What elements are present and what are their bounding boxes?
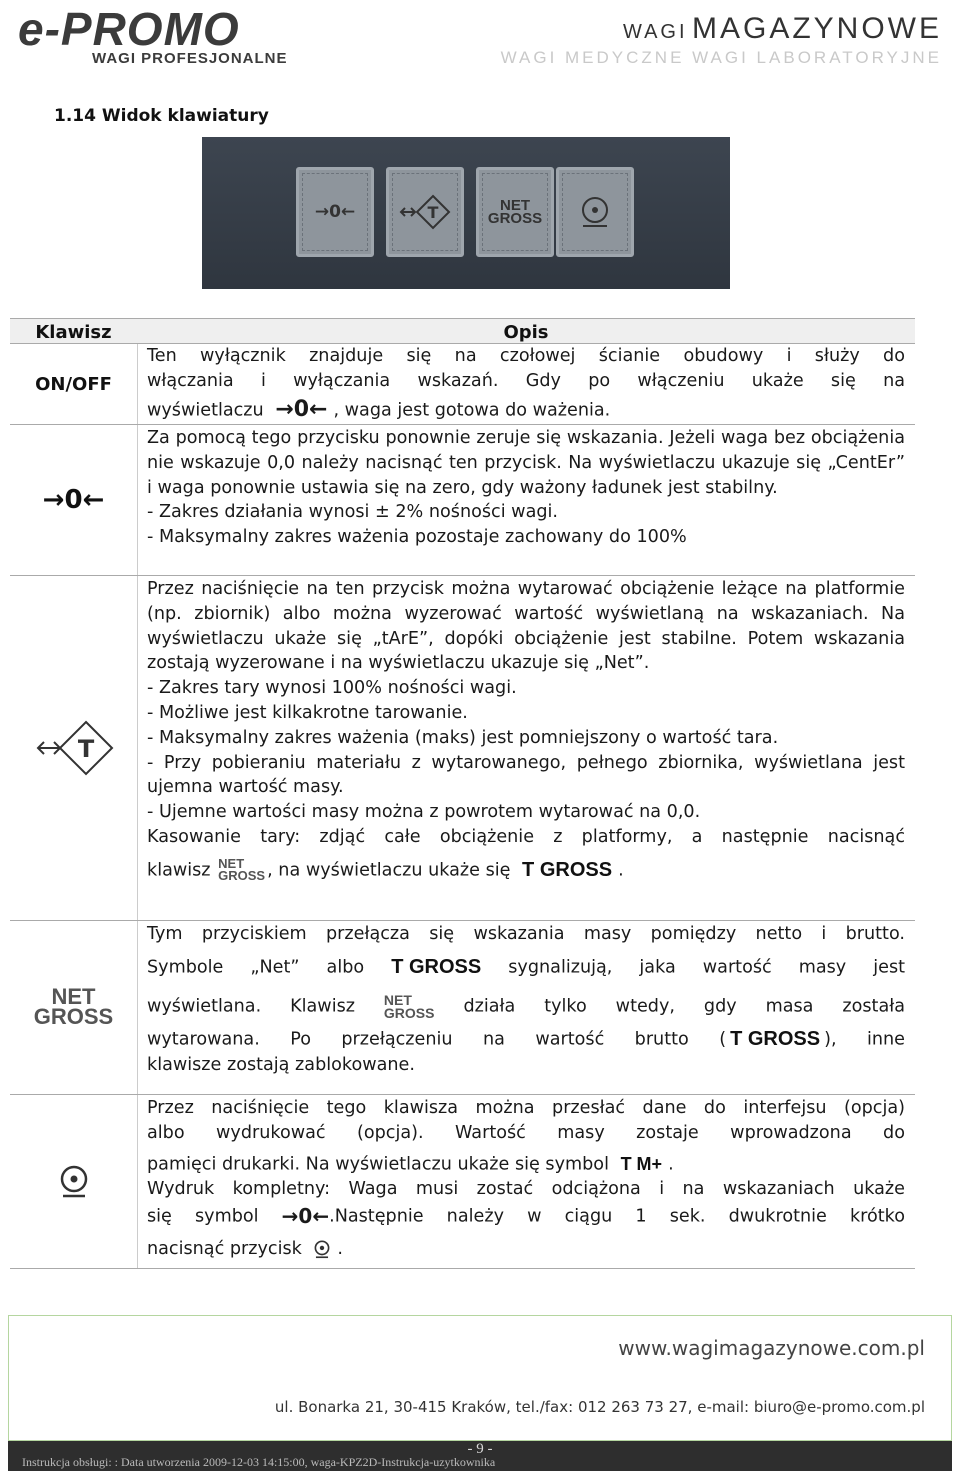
net-key-label: NET <box>51 984 96 1010</box>
desc-text: sygnalizują, jaka wartość masy jest <box>508 957 906 978</box>
footer-meta: Instrukcja obsługi: : Data utworzenia 2009-12-03 14:15:00, waga-KPZ2D-Instrukcja-uzytkownika <box>22 1455 496 1469</box>
desc-text: . <box>618 860 624 881</box>
gross-key-label: GROSS <box>33 1004 114 1029</box>
col-desc-header: Opis <box>503 322 549 343</box>
desc-line: Ten wyłącznik znajduje się na czołowej ścianie obudowy i służy do <box>147 346 905 366</box>
desc-tare <box>147 577 905 883</box>
net-label: NET <box>500 196 530 214</box>
photo-net-gross-key <box>476 167 554 257</box>
col-key-header: Klawisz <box>35 322 112 343</box>
desc-line: Kasowanie tary: zdjąć całe obciążenie z platformy, a następnie nacisnąć <box>147 826 905 847</box>
zero-symbol-icon: →0← <box>275 396 328 422</box>
desc-text: .Następnie należy w ciągu 1 sek. dwukrotnie krótko <box>329 1206 906 1226</box>
tgross-symbol-icon: T GROSS <box>730 1028 821 1051</box>
desc-line: Tym przyciskiem przełącza się wskazania masy pomiędzy netto i brutto. <box>147 924 905 944</box>
desc-bullet: - Zakres tary wynosi 100% nośności wagi. <box>147 678 517 699</box>
desc-text: , na wyświetlaczu ukaże się <box>267 860 511 881</box>
print-key-icon <box>54 1161 94 1201</box>
desc-text: klawisz <box>147 860 211 881</box>
table-header <box>10 318 915 344</box>
tare-letter: T <box>427 203 439 222</box>
desc-text: . <box>337 1238 344 1259</box>
tare-key-icon <box>34 716 114 780</box>
photo-tare-key <box>386 167 464 257</box>
desc-bullet: - Maksymalny zakres ważenia (maks) jest pomniejszony o wartość tara. <box>147 727 779 748</box>
desc-text: pamięci drukarki. Na wyświetlaczu ukaże się symbol <box>147 1154 609 1174</box>
desc-bullet: - Zakres działania wynosi ± 2% nośności wagi. <box>147 502 558 523</box>
key-zero <box>10 424 137 575</box>
desc-line: klawisze zostają zablokowane. <box>147 1054 415 1075</box>
logo-tagline: WAGI PROFESJONALNE <box>92 50 288 67</box>
slogan-small: WAGI <box>622 21 688 43</box>
desc-line: Wydruk kompletny: Waga musi zostać odciążona i na wskazaniach ukaże <box>147 1178 905 1199</box>
desc-bullet: - Maksymalny zakres ważenia pozostaje zachowany do 100% <box>147 527 687 548</box>
photo-print-key <box>556 167 634 257</box>
desc-text: wytarowana. Po przełączeniu na wartość brutto ( <box>147 1029 727 1050</box>
keyboard-photo <box>202 137 730 289</box>
photo-zero-key <box>296 167 374 257</box>
zero-symbol-icon: →0← <box>281 1203 330 1228</box>
footer-url[interactable]: www.wagimagazynowe.com.pl <box>618 1336 925 1360</box>
tare-icon <box>397 184 453 240</box>
desc-text: Za pomocą tego przycisku ponownie zeruje się wskazania. Jeżeli waga bez obciążenia nie wskazuje 0,0 należy nacisnąć ten przycisk. Na wyświetlaczu ukazuje się „CentEr” i waga ponownie ustawia się na zero, gdy ważony ładunek jest stabilny. <box>147 428 905 498</box>
zero-key-icon: →0← <box>42 484 105 515</box>
desc-bullet: - Możliwe jest kilkakrotne tarowanie. <box>147 702 468 723</box>
key-tare <box>10 575 137 920</box>
key-print <box>10 1094 137 1268</box>
desc-text: nacisnąć przycisk <box>147 1238 302 1259</box>
desc-bullet: - Przy pobieraniu materiału z wytarowanego, pełnego zbiornika, wyświetlana jest ujemna wartość masy. <box>147 752 905 798</box>
print-inline-icon <box>311 1238 333 1260</box>
footer-bar <box>8 1441 952 1471</box>
gross-label: GROSS <box>487 210 543 227</box>
net-label: NET <box>218 856 245 872</box>
print-icon <box>575 192 615 232</box>
desc-text: wyświetlana. Klawisz <box>147 996 355 1017</box>
desc-text: działa tylko wtedy, gdy masa została <box>463 996 906 1017</box>
company-logo <box>18 4 318 70</box>
onoff-label: ON/OFF <box>35 373 112 395</box>
desc-text: . <box>668 1154 674 1174</box>
key-onoff <box>10 344 137 424</box>
desc-text: ), inne <box>824 1029 905 1050</box>
desc-text: , waga jest gotowa do ważenia. <box>333 400 611 420</box>
desc-text: Symbole „Net” albo <box>147 957 365 978</box>
logo-main-text: e-PROMO <box>18 3 240 55</box>
section-title: 1.14 Widok klawiatury <box>54 106 269 126</box>
key-net-gross <box>10 920 137 1094</box>
desc-line: włączania i wyłączania wskazań. Gdy po włączeniu ukaże się na <box>147 370 905 391</box>
gross-label: GROSS <box>218 868 266 884</box>
tmplus-symbol-icon: T M+ <box>620 1153 663 1174</box>
desc-bullet: - Ujemne wartości masy można z powrotem wytarować na 0,0. <box>147 802 701 823</box>
tare-key-letter: T <box>77 734 94 763</box>
net-label: NET <box>383 992 412 1008</box>
desc-line: Przez naciśnięcie tego klawisza można przesłać dane do interfejsu (opcja) <box>147 1098 905 1118</box>
desc-text: wyświetlaczu <box>147 400 264 420</box>
desc-net-gross <box>147 922 905 1077</box>
tgross-symbol-icon: T GROSS <box>522 858 613 881</box>
zero-symbol-icon: →0← <box>314 202 356 222</box>
desc-zero <box>147 426 905 550</box>
footer-address: ul. Bonarka 21, 30-415 Kraków, tel./fax: 012 263 73 27, e-mail: biuro@e-promo.com.pl <box>274 1398 925 1416</box>
tgross-symbol-icon: T GROSS <box>391 955 482 978</box>
desc-print <box>147 1096 905 1262</box>
desc-text: się symbol <box>147 1206 259 1226</box>
desc-line: albo wydrukować (opcja). Wartość masy zostaje wprowadzona do <box>147 1122 905 1143</box>
desc-onoff <box>147 344 905 423</box>
slogan-secondary: WAGI MEDYCZNE WAGI LABORATORYJNE <box>500 48 942 67</box>
header-slogan <box>501 12 942 68</box>
desc-text: Przez naciśnięcie na ten przycisk można wytarować obciążenie leżące na platformie (np. zbiornik) albo można wyzerować wartość wyświetlaną na wskazaniach. Na wyświetlaczu ukaże się „tArE”, dopóki obciążenie jest stabilne. Potem wskazania zostają wyzerowane i na wyświetlaczu ukazuje się „Net”. <box>147 579 905 674</box>
slogan-big: MAGAZYNOWE <box>691 12 942 45</box>
page-number: - 9 - <box>467 1441 493 1457</box>
page-footer <box>8 1315 952 1441</box>
gross-label: GROSS <box>383 1004 435 1021</box>
